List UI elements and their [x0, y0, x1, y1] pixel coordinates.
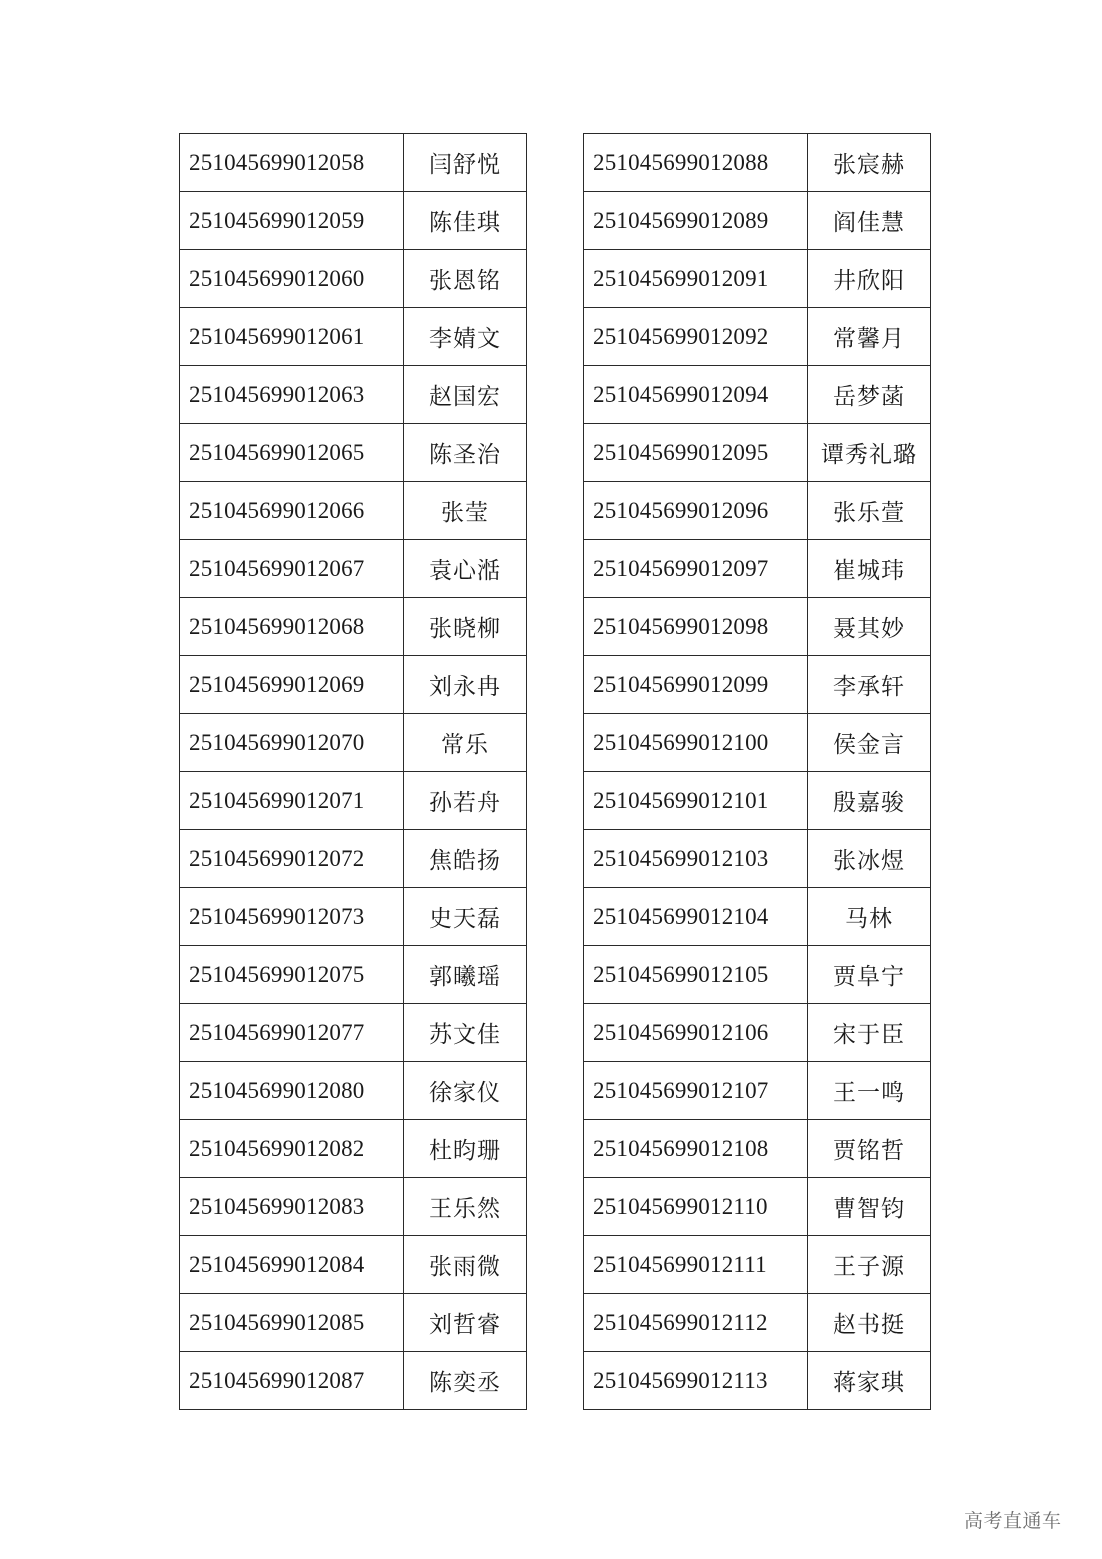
candidate-name-cell: 刘哲睿: [404, 1294, 527, 1352]
candidate-name-cell: 常馨月: [808, 308, 931, 366]
table-row: [180, 1178, 527, 1236]
watermark-text: 高考直通车: [964, 1510, 1062, 1532]
candidate-name-cell: 李婧文: [404, 308, 527, 366]
candidate-id-cell: 251045699012073: [180, 888, 404, 946]
table-row: [584, 888, 931, 946]
table-row: [584, 1004, 931, 1062]
candidate-name-cell: 闫舒悦: [404, 134, 527, 192]
candidate-name-cell: 常乐: [404, 714, 527, 772]
candidate-id-cell: 251045699012071: [180, 772, 404, 830]
candidate-id-cell: 251045699012084: [180, 1236, 404, 1294]
table-row: [180, 598, 527, 656]
candidate-id-cell: 251045699012066: [180, 482, 404, 540]
candidate-name-cell: 宋于臣: [808, 1004, 931, 1062]
table-row: [584, 1178, 931, 1236]
candidate-name-cell: 岳梦菡: [808, 366, 931, 424]
candidate-name-cell: 阎佳慧: [808, 192, 931, 250]
candidate-name-cell: 张莹: [404, 482, 527, 540]
candidate-name-cell: 殷嘉骏: [808, 772, 931, 830]
candidate-name-cell: 徐家仪: [404, 1062, 527, 1120]
table-row: [584, 772, 931, 830]
candidate-name-cell: 张恩铭: [404, 250, 527, 308]
candidate-name-cell: 赵国宏: [404, 366, 527, 424]
table-row: [584, 1352, 931, 1410]
candidate-id-cell: 251045699012107: [584, 1062, 808, 1120]
candidate-id-cell: 251045699012075: [180, 946, 404, 1004]
candidate-id-cell: 251045699012080: [180, 1062, 404, 1120]
candidate-name-cell: 张冰煜: [808, 830, 931, 888]
table-row: [180, 1352, 527, 1410]
table-row: [584, 308, 931, 366]
candidate-id-cell: 251045699012082: [180, 1120, 404, 1178]
candidate-id-cell: 251045699012061: [180, 308, 404, 366]
candidate-id-cell: 251045699012101: [584, 772, 808, 830]
table-row: [180, 888, 527, 946]
candidate-name-cell: 崔城玮: [808, 540, 931, 598]
candidate-id-cell: 251045699012088: [584, 134, 808, 192]
candidate-name-cell: 侯金言: [808, 714, 931, 772]
candidate-id-cell: 251045699012110: [584, 1178, 808, 1236]
table-row: [180, 946, 527, 1004]
candidate-name-cell: 苏文佳: [404, 1004, 527, 1062]
candidate-id-cell: 251045699012060: [180, 250, 404, 308]
table-row: [584, 1062, 931, 1120]
candidate-name-cell: 马林: [808, 888, 931, 946]
left-roster-table: [179, 133, 527, 1410]
candidate-id-cell: 251045699012106: [584, 1004, 808, 1062]
table-row: [180, 656, 527, 714]
candidate-id-cell: 251045699012113: [584, 1352, 808, 1410]
candidate-name-cell: 李承轩: [808, 656, 931, 714]
candidate-id-cell: 251045699012108: [584, 1120, 808, 1178]
table-row: [584, 424, 931, 482]
candidate-name-cell: 张宸赫: [808, 134, 931, 192]
table-row: [180, 1062, 527, 1120]
candidate-id-cell: 251045699012111: [584, 1236, 808, 1294]
candidate-id-cell: 251045699012065: [180, 424, 404, 482]
candidate-name-cell: 陈佳琪: [404, 192, 527, 250]
candidate-id-cell: 251045699012085: [180, 1294, 404, 1352]
candidate-name-cell: 刘永冉: [404, 656, 527, 714]
table-row: [584, 134, 931, 192]
table-row: [180, 540, 527, 598]
candidate-id-cell: 251045699012070: [180, 714, 404, 772]
table-row: [584, 250, 931, 308]
table-row: [180, 482, 527, 540]
table-row: [584, 714, 931, 772]
table-row: [584, 1236, 931, 1294]
candidate-id-cell: 251045699012069: [180, 656, 404, 714]
table-row: [584, 656, 931, 714]
candidate-name-cell: 焦皓扬: [404, 830, 527, 888]
table-row: [584, 366, 931, 424]
candidate-id-cell: 251045699012068: [180, 598, 404, 656]
candidate-id-cell: 251045699012083: [180, 1178, 404, 1236]
candidate-name-cell: 张雨微: [404, 1236, 527, 1294]
right-roster-body: [584, 134, 931, 1410]
table-row: [180, 366, 527, 424]
table-row: [180, 1004, 527, 1062]
candidate-id-cell: 251045699012098: [584, 598, 808, 656]
candidate-id-cell: 251045699012091: [584, 250, 808, 308]
table-row: [180, 308, 527, 366]
candidate-id-cell: 251045699012067: [180, 540, 404, 598]
candidate-id-cell: 251045699012112: [584, 1294, 808, 1352]
candidate-name-cell: 杜昀珊: [404, 1120, 527, 1178]
candidate-name-cell: 赵书挺: [808, 1294, 931, 1352]
candidate-name-cell: 王子源: [808, 1236, 931, 1294]
table-row: [180, 714, 527, 772]
table-row: [584, 1120, 931, 1178]
table-row: [584, 1294, 931, 1352]
candidate-name-cell: 陈奕丞: [404, 1352, 527, 1410]
table-row: [584, 192, 931, 250]
candidate-name-cell: 史天磊: [404, 888, 527, 946]
table-row: [180, 1120, 527, 1178]
candidate-name-cell: 曹智钧: [808, 1178, 931, 1236]
candidate-name-cell: 王乐然: [404, 1178, 527, 1236]
candidate-id-cell: 251045699012103: [584, 830, 808, 888]
candidate-id-cell: 251045699012092: [584, 308, 808, 366]
candidate-name-cell: 蒋家琪: [808, 1352, 931, 1410]
candidate-name-cell: 贾铭哲: [808, 1120, 931, 1178]
table-row: [180, 134, 527, 192]
table-row: [180, 772, 527, 830]
candidate-name-cell: 聂其妙: [808, 598, 931, 656]
candidate-id-cell: 251045699012097: [584, 540, 808, 598]
table-row: [584, 598, 931, 656]
candidate-id-cell: 251045699012072: [180, 830, 404, 888]
candidate-name-cell: 陈圣治: [404, 424, 527, 482]
candidate-id-cell: 251045699012089: [584, 192, 808, 250]
candidate-name-cell: 张乐萱: [808, 482, 931, 540]
candidate-id-cell: 251045699012105: [584, 946, 808, 1004]
table-row: [180, 192, 527, 250]
table-row: [584, 540, 931, 598]
candidate-name-cell: 井欣阳: [808, 250, 931, 308]
candidate-name-cell: 张晓柳: [404, 598, 527, 656]
candidate-id-cell: 251045699012100: [584, 714, 808, 772]
table-row: [180, 250, 527, 308]
candidate-name-cell: 谭秀礼璐: [808, 424, 931, 482]
candidate-name-cell: 袁心湉: [404, 540, 527, 598]
table-row: [584, 482, 931, 540]
candidate-id-cell: 251045699012087: [180, 1352, 404, 1410]
candidate-id-cell: 251045699012058: [180, 134, 404, 192]
candidate-name-cell: 王一鸣: [808, 1062, 931, 1120]
left-roster-body: [180, 134, 527, 1410]
candidate-name-cell: 郭曦瑶: [404, 946, 527, 1004]
table-row: [180, 830, 527, 888]
candidate-id-cell: 251045699012077: [180, 1004, 404, 1062]
candidate-id-cell: 251045699012094: [584, 366, 808, 424]
right-roster-table: [583, 133, 931, 1410]
candidate-id-cell: 251045699012095: [584, 424, 808, 482]
table-row: [584, 946, 931, 1004]
candidate-id-cell: 251045699012096: [584, 482, 808, 540]
table-row: [180, 1294, 527, 1352]
candidate-id-cell: 251045699012063: [180, 366, 404, 424]
candidate-id-cell: 251045699012059: [180, 192, 404, 250]
candidate-name-cell: 孙若舟: [404, 772, 527, 830]
candidate-id-cell: 251045699012104: [584, 888, 808, 946]
candidate-id-cell: 251045699012099: [584, 656, 808, 714]
table-row: [584, 830, 931, 888]
candidate-name-cell: 贾阜宁: [808, 946, 931, 1004]
table-row: [180, 1236, 527, 1294]
table-row: [180, 424, 527, 482]
